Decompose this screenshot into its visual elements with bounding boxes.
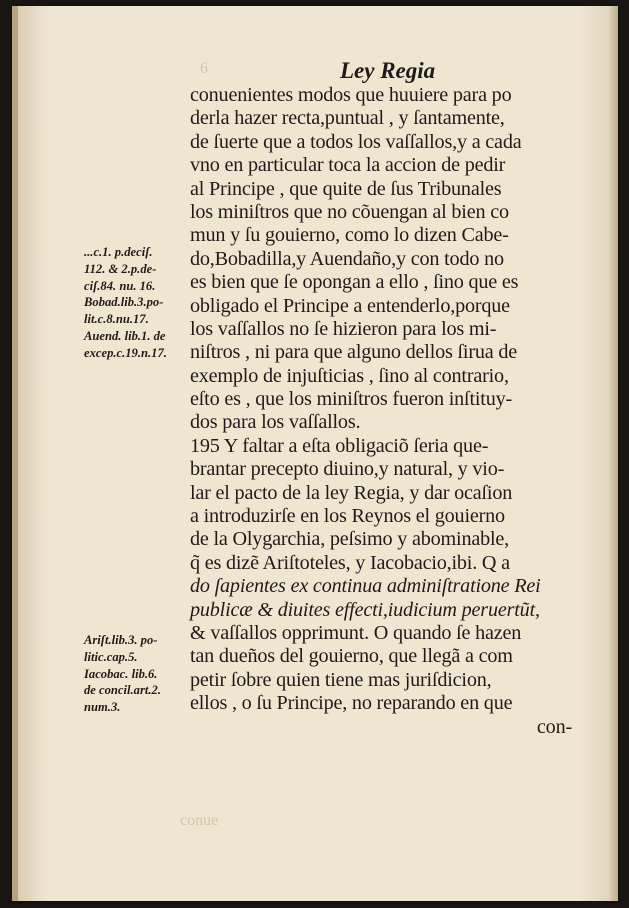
main-text-block — [190, 84, 590, 739]
running-title: Ley Regia — [340, 58, 436, 83]
latin-quotation-line: do ſapientes ex continua adminiſtratione Rei — [190, 575, 541, 598]
text-line: vno en particular toca la accion de pedir — [190, 154, 506, 177]
paragraph-195-start: 195 Y faltar a eſta obligaciõ ſeria que- — [190, 434, 489, 457]
text-line: brantar precepto diuino,y natural, y vio- — [190, 458, 505, 481]
margin-note-line: num.3. — [84, 700, 121, 715]
margin-note-line: ciſ.84. nu. 16. — [84, 278, 156, 293]
text-line: & vaſſallos opprimunt. O quando ſe hazen — [190, 621, 522, 644]
margin-note-citations-2 — [84, 632, 184, 716]
text-line: q̃ es dizẽ Ariſtoteles, y Iacobacio,ibi. Q a — [190, 551, 510, 574]
text-line: mun y ſu gouierno, como lo dizen Cabe- — [190, 224, 509, 247]
text-line: petir ſobre quien tiene mas juriſdicion, — [190, 668, 492, 691]
text-line: los miniſtros que no cõuengan al bien co — [190, 200, 509, 223]
bleed-through-page-number: 6 — [200, 60, 208, 77]
margin-note-line: Bobad.lib.3.po- — [84, 295, 164, 310]
margin-note-citations-1 — [84, 244, 184, 362]
margin-note-line: Iacobac. lib.6. — [84, 666, 158, 681]
margin-note-line: Ariſt.lib.3. po- — [84, 633, 158, 647]
margin-note-line: de concil.art.2. — [84, 683, 161, 698]
text-line: de la Olygarchia, peſsimo y abominable, — [190, 528, 510, 551]
text-line: niſtros , ni para que alguno dellos ſirua de — [190, 341, 518, 364]
text-line: dos para los vaſſallos. — [190, 411, 361, 434]
text-line: los vaſſallos no ſe hizieron para los mi- — [190, 317, 497, 340]
margin-note-line: litic.cap.5. — [84, 649, 138, 664]
catchword: con- — [536, 715, 572, 738]
text-line: de ſuerte que a todos los vaſſallos,y a cada — [190, 130, 522, 153]
text-line: exemplo de injuſticias , ſino al contrario, — [190, 364, 509, 387]
text-line: obligado el Principe a entenderlo,porque — [190, 294, 510, 317]
margin-note-line: lit.c.8.nu.17. — [84, 312, 149, 327]
margin-note-line: ...c.1. p.deciſ. — [84, 245, 153, 259]
margin-note-line: 112. & 2.p.de- — [84, 261, 157, 276]
margin-note-line: excep.c.19.n.17. — [84, 345, 167, 360]
text-line: tan dueños del gouierno, que llegã a com — [190, 645, 513, 668]
margin-note-line: Auend. lib.1. de — [84, 328, 166, 343]
text-line: ellos , o ſu Principe, no reparando en que — [190, 692, 513, 715]
text-line: al Principe , que quite de ſus Tribunales — [190, 177, 502, 200]
text-line: lar el pacto de la ley Regia, y dar ocaſion — [190, 481, 513, 504]
text-line: a introduzirſe en los Reynos el gouierno — [190, 505, 505, 528]
bleed-through-catchword: conue — [180, 812, 219, 829]
text-line: derla hazer recta,puntual , y ſantamente, — [190, 107, 505, 130]
latin-quotation-line: publicæ & diuites effecti,iudicium peruertũt, — [190, 598, 540, 621]
text-line: conuenientes modos que huuiere para po — [190, 84, 512, 106]
text-line: es bien que ſe opongan a ello , ſino que es — [190, 271, 519, 294]
page-edge — [610, 6, 618, 901]
text-line: eſto es , que los miniſtros fueron inſtituy- — [190, 388, 513, 411]
text-line: do,Bobadilla,y Auendaño,y con todo no — [190, 247, 504, 270]
